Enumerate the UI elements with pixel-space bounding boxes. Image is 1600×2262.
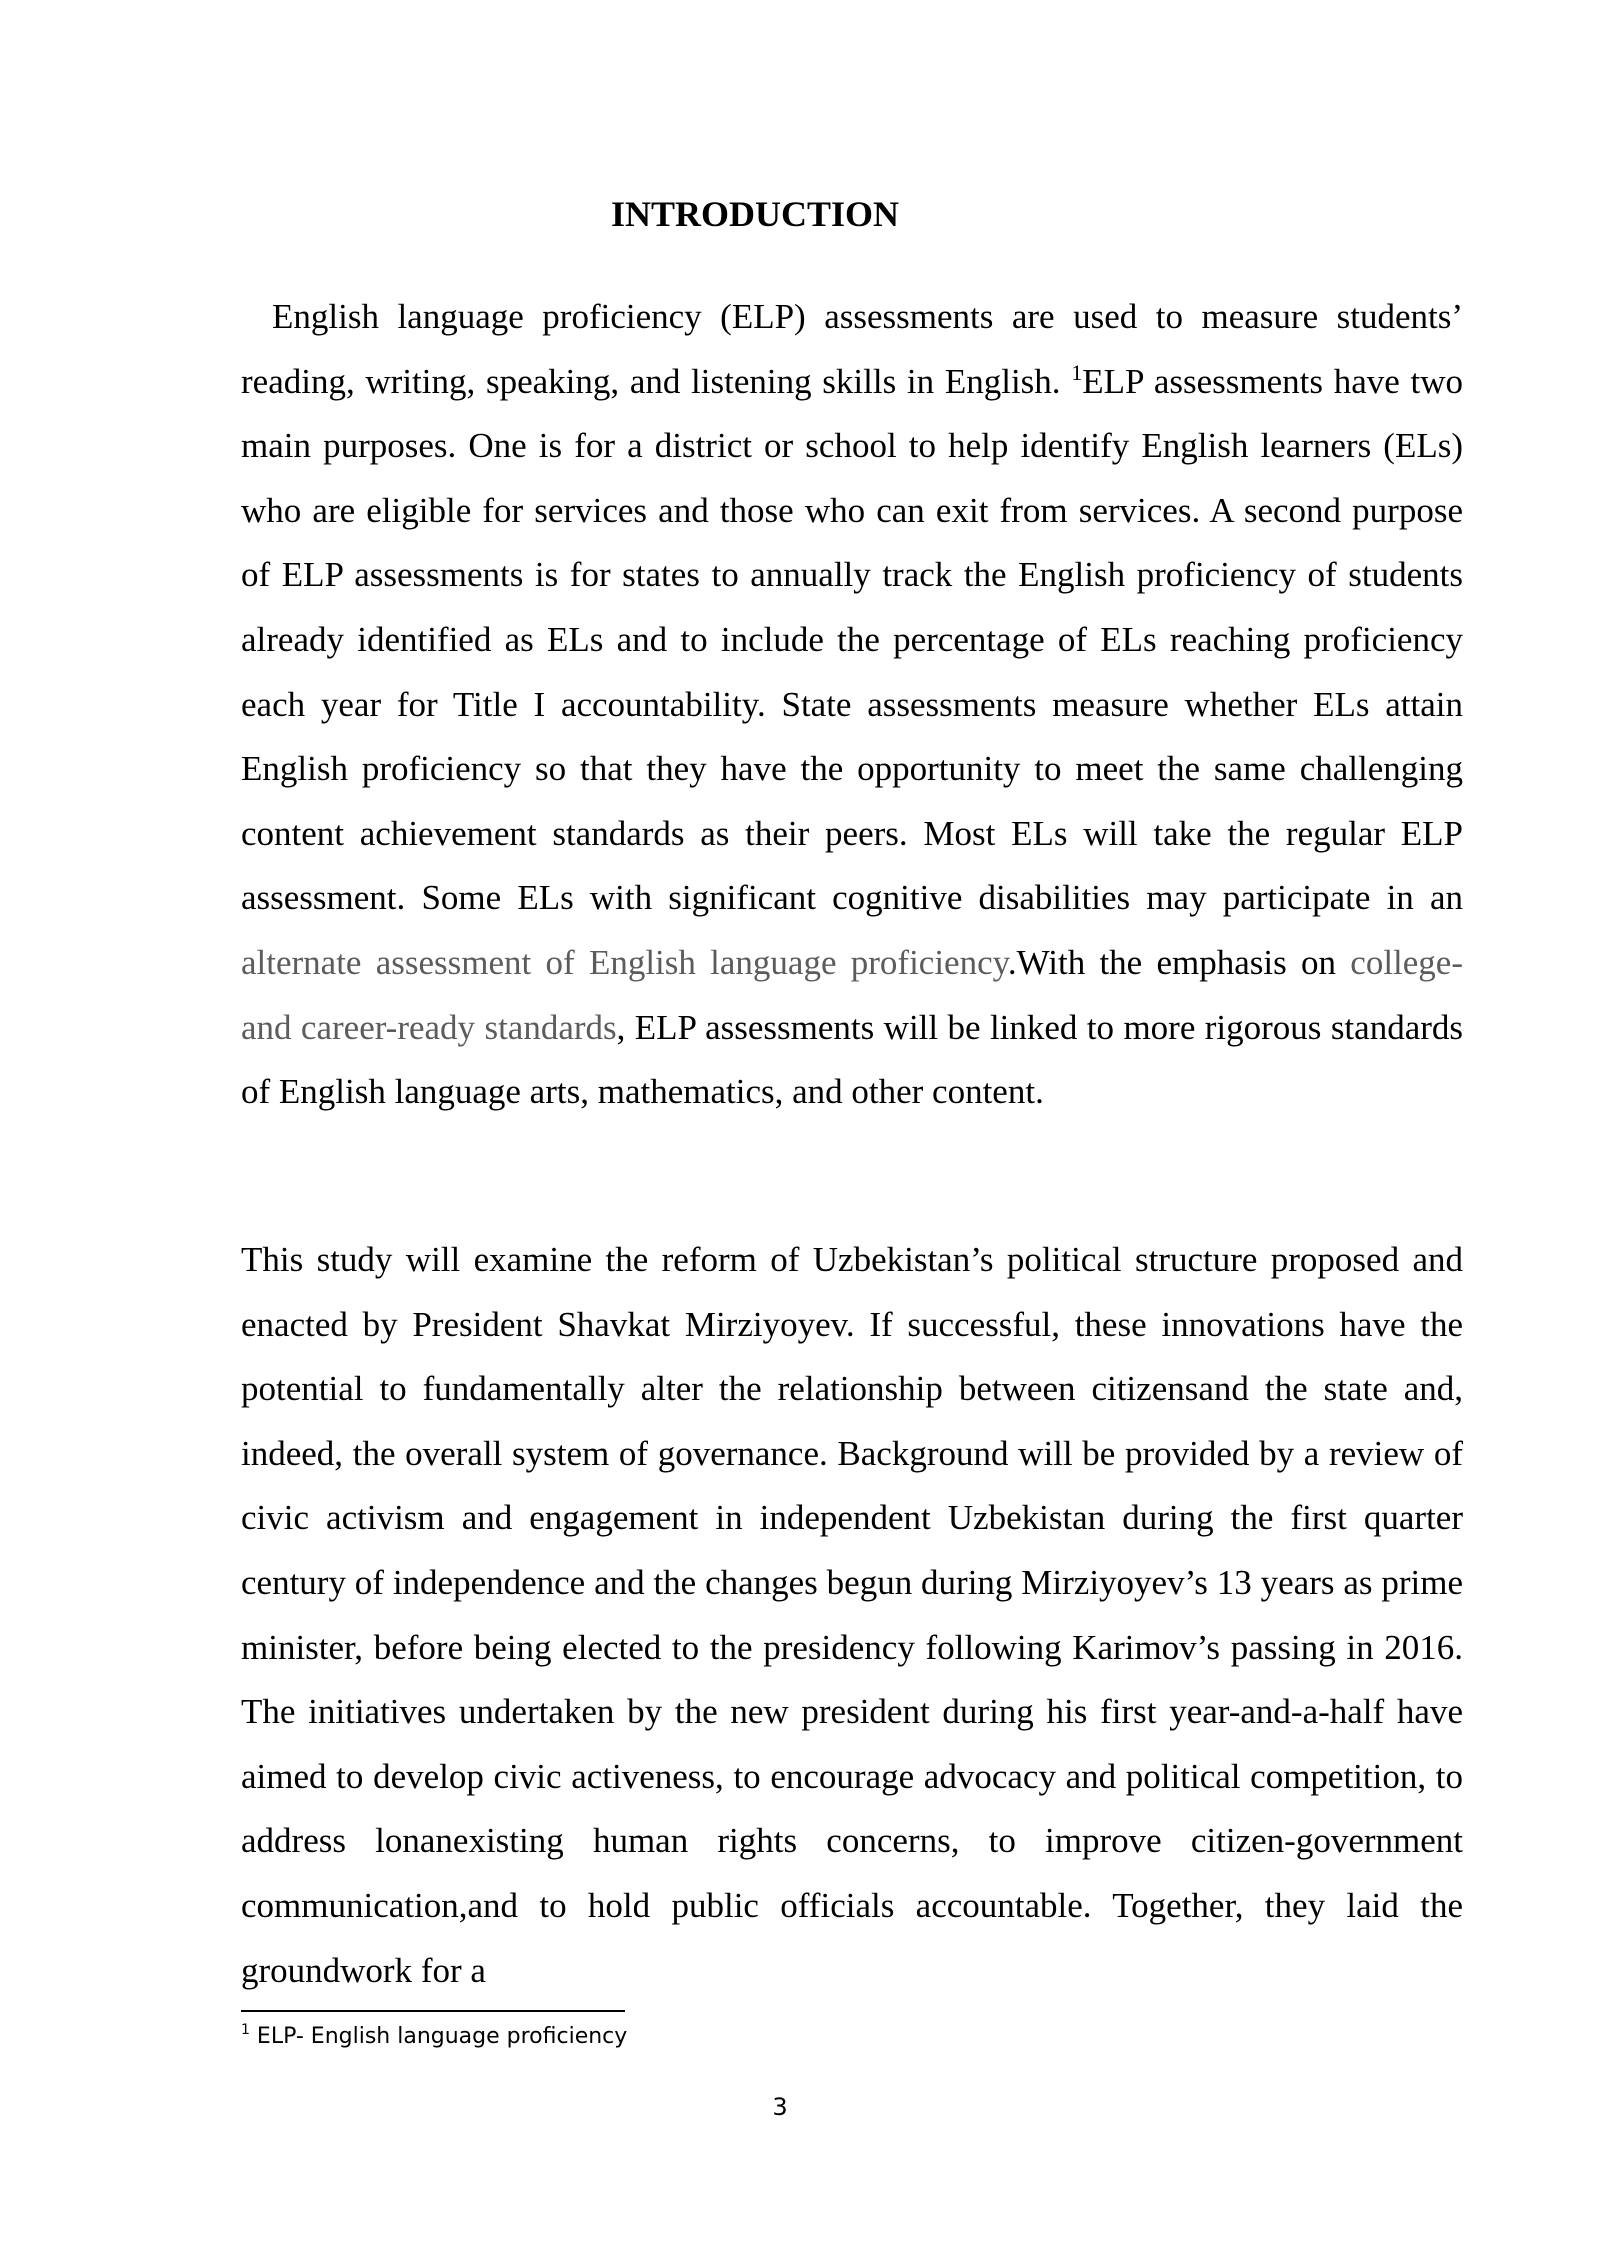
footnote — [241, 2022, 627, 2052]
footnote-reference[interactable]: 1 — [1071, 359, 1083, 385]
paragraph-1-text-b: ELP assessments have two main purposes. One is for a district or school to help identify English learners (ELs) who are eligible for services and those who can exit from services. A second purpose of ELP assessments is for states to annually track the English proficiency of students already identified as ELs and to include the percentage of ELs reaching proficiency each year for Title I accountability. State assessments measure whether ELs attain English proficiency so that they have the opportunity to meet the same challenging content achievement standards as their peers. Most ELs will take the regular ELP assessment. Some ELs with significant cognitive disabilities may participate in an — [241, 361, 1464, 918]
introduction-paragraph-2: This study will examine the reform of Uzbekistan’s political structure proposed and enacted by President Shavkat Mirziyoyev. If successful, these innovations have the potential to fundamentally alter the relationship between citizensand the state and, indeed, the overall system of governance. Background will be provided by a review of civic activism and engagement in independent Uzbekistan during the first quarter century of independence and the changes begun during Mirziyoyev’s 13 years as prime minister, before being elected to the presidency following Karimov’s passing in 2016. The initiatives undertaken by the new president during his first year-and-a-half have aimed to develop civic activeness, to encourage advocacy and political competition, to address lonanexisting human rights concerns, to improve citizen-government communication,and to hold public officials accountable. Together, they laid the groundwork for a — [241, 1240, 1463, 1990]
introduction-paragraph-1 — [241, 285, 1463, 1125]
page-heading: INTRODUCTION — [610, 194, 900, 234]
footnote-separator — [241, 2010, 625, 2012]
page-number: 3 — [772, 2093, 788, 2121]
paragraph-1-text-a: English language proficiency (ELP) assessments are used to measure students’ reading, writing, speaking, and listening skills in English. — [241, 297, 1463, 401]
footnote-mark: 1 — [241, 2022, 250, 2038]
paragraph-1-text-c: .With the emphasis on — [1007, 942, 1351, 982]
footnote-text: ELP- English language proficiency — [249, 2024, 628, 2049]
paragraph-1-text-d: , ELP assessments will be linked to more rigorous standards of English language arts, mathematics, and other content. — [241, 1007, 1464, 1112]
alternate-assessment-link[interactable]: alternate assessment of English language proficiency — [241, 942, 1008, 982]
college-career-ready-link[interactable]: college- and career-ready standards — [241, 942, 1463, 1047]
